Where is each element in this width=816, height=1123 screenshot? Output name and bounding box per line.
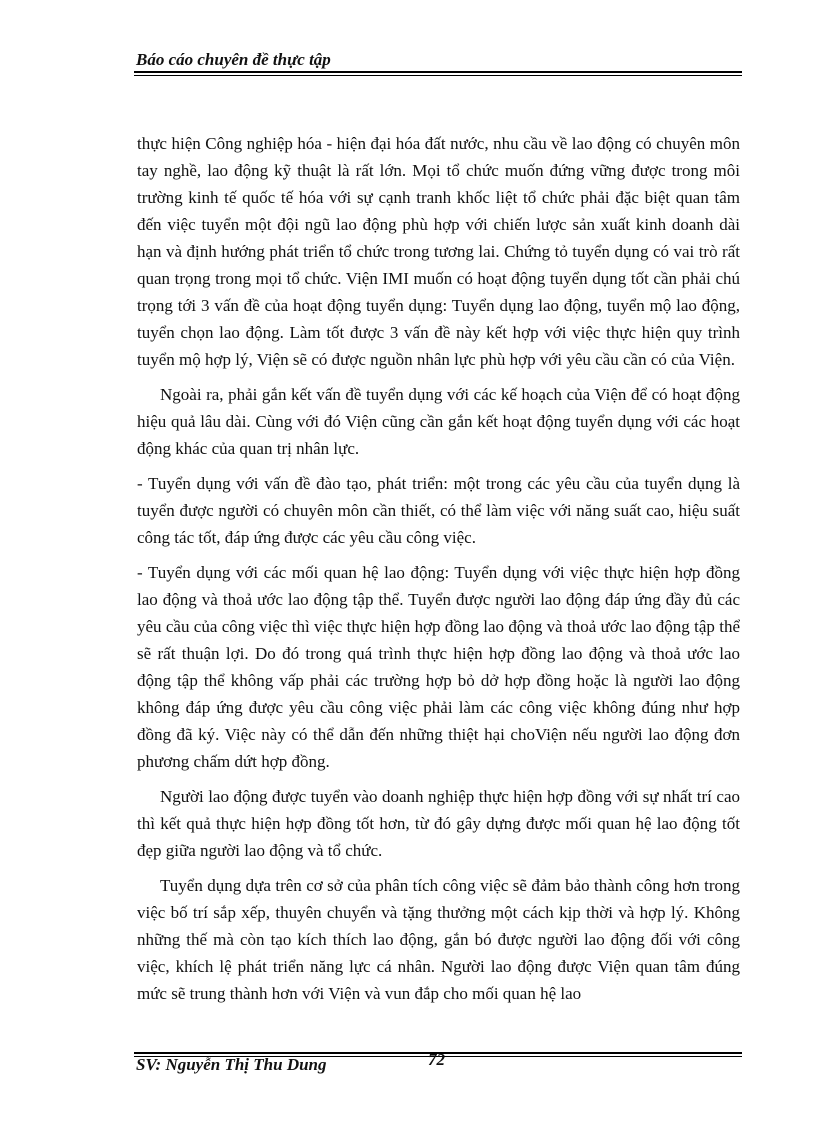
paragraph-3: Người lao động được tuyển vào doanh nghiệp thực hiện hợp đồng với sự nhất trí cao thì kết quả thực hiện hợp đồng tốt hơn, từ đó gây dựng được mối quan hệ lao động tốt đẹp giữa người lao động và tổ chức. xyxy=(137,787,740,860)
bullet-paragraph-1: - Tuyển dụng với vấn đề đào tạo, phát triển: một trong các yêu cầu của tuyển dụng là tuyển được người có chuyên môn cần thiết, có thể làm việc với năng suất cao, hiệu suất công tác tốt, đáp ứng được các yêu cầu công việc. xyxy=(137,474,740,547)
header-divider xyxy=(134,71,742,76)
page-header-title: Báo cáo chuyên đề thực tập xyxy=(136,50,331,69)
bullet-paragraph-2: - Tuyển dụng với các mối quan hệ lao động: Tuyển dụng với việc thực hiện hợp đồng lao động và thoả ước lao động tập thể. Tuyển được người lao động đáp ứng đầy đủ các yêu cầu của công việc thì việc thực hiện hợp đồng lao động và thoả ước lao động tập thể sẽ rất thuận lợi. Do đó trong quá trình thực hiện hợp đồng lao động và thoả ước lao động tập thể không vấp phải các trường hợp bỏ dở hợp đồng hoặc là người lao động không đáp ứng được yêu cầu công việc phải làm các công việc không đúng như hợp đồng đã ký. Việc này có thể dẫn đến những thiệt hại choViện nếu người lao động đơn phương chấm dứt hợp đồng. xyxy=(137,563,740,771)
footer-author: SV: Nguyễn Thị Thu Dung xyxy=(136,1055,327,1074)
document-body xyxy=(137,130,740,1015)
paragraph-4: Tuyển dụng dựa trên cơ sở của phân tích công việc sẽ đảm bảo thành công hơn trong việc bố trí sắp xếp, thuyên chuyển và tặng thưởng một cách kịp thời và hợp lý. Không những thế mà còn tạo kích thích lao động, gắn bó được người lao động đối với công việc, khích lệ phát triển năng lực cá nhân. Người lao động được Viện quan tâm đúng mức sẽ trung thành hơn với Viện và vun đắp cho mối quan hệ lao xyxy=(137,876,740,1003)
paragraph-2: Ngoài ra, phải gắn kết vấn đề tuyển dụng với các kế hoạch của Viện để có hoạt động hiệu quả lâu dài. Cùng với đó Viện cũng cần gắn kết hoạt động tuyển dụng với các hoạt động khác của quan trị nhân lực. xyxy=(137,385,740,458)
paragraph-1: thực hiện Công nghiệp hóa - hiện đại hóa đất nước, nhu cầu về lao động có chuyên môn tay nghề, lao động kỹ thuật là rất lớn. Mọi tổ chức muốn đứng vững được trong môi trường kinh tế quốc tế hóa với sự cạnh tranh khốc liệt tổ chức phải đặc biệt quan tâm đến việc tuyển một đội ngũ lao động phù hợp với chiến lược sản xuất kinh doanh dài hạn và định hướng phát triển tổ chức trong tương lai. Chứng tỏ tuyển dụng có vai trò rất quan trọng trong mọi tổ chức. Viện IMI muốn có hoạt động tuyển dụng tốt cần phải chú trọng tới 3 vấn đề của hoạt động tuyển dụng: Tuyển dụng lao động, tuyển mộ lao động, tuyển chọn lao động. Làm tốt được 3 vấn đề này kết hợp với việc thực hiện quy trình tuyển mộ hợp lý, Viện sẽ có được nguồn nhân lực phù hợp với yêu cầu cần có của Viện. xyxy=(137,134,740,369)
page-number: 72 xyxy=(428,1050,445,1069)
